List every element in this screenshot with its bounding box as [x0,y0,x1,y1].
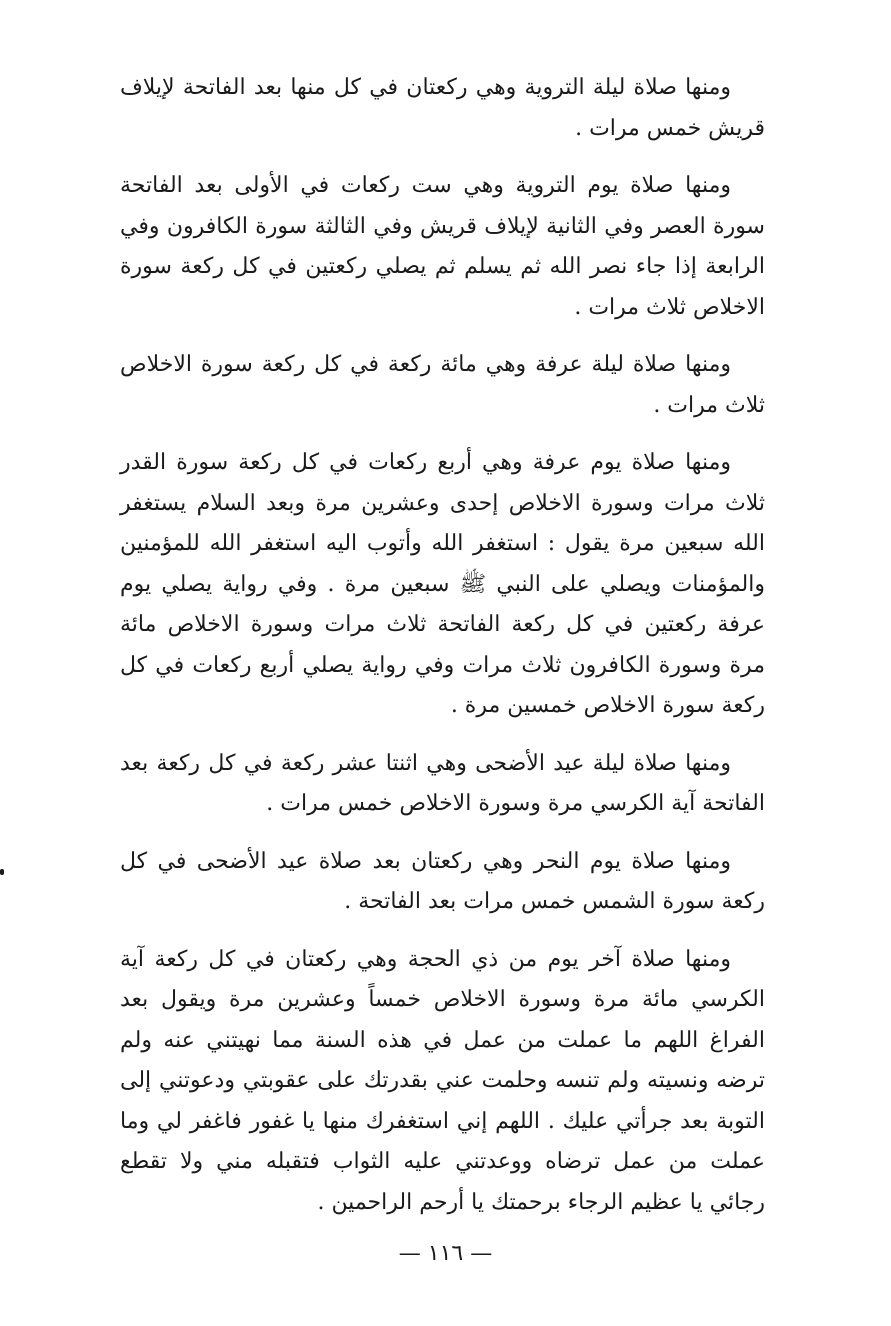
paragraph: ومنها صلاة ليلة عيد الأضحى وهي اثنتا عشر ركعة في كل ركعة بعد الفاتحة آية الكرسي مرة وسورة الاخلاص خمس مرات . [120,750,765,816]
paragraph: ومنها صلاة ليلة التروية وهي ركعتان في كل منها بعد الفاتحة لإيلاف قريش خمس مرات . [120,75,765,141]
page-number: — ١١٦ — [398,1241,493,1266]
page-body-text [120,68,765,1240]
paragraph: ومنها صلاة يوم النحر وهي ركعتان بعد صلاة عيد الأضحى في كل ركعة سورة الشمس خمس مرات بعد الفاتحة . [120,848,765,914]
paragraph: ومنها صلاة ليلة عرفة وهي مائة ركعة في كل ركعة سورة الاخلاص ثلاث مرات . [120,352,765,418]
paragraph: ومنها صلاة يوم عرفة وهي أربع ركعات في كل ركعة سورة القدر ثلاث مرات وسورة الاخلاص إحدى وعشرين مرة وبعد السلام يستغفر الله سبعين مرة يقول : استغفر الله وأتوب اليه استغفر الله للمؤمنين والمؤمنات ويصلي على النبي ﷺ سبعين مرة . وفي رواية يصلي يوم عرفة ركعتين في كل ركعة الفاتحة ثلاث مرات وسورة الاخلاص مائة مرة وسورة الكافرون ثلاث مرات وفي رواية يصلي أربع ركعات في كل ركعة سورة الاخلاص خمسين مرة . [120,450,765,718]
paragraph: ومنها صلاة آخر يوم من ذي الحجة وهي ركعتان في كل ركعة آية الكرسي مائة مرة وسورة الاخلاص خمساً وعشرين مرة ويقول بعد الفراغ اللهم ما عملت من عمل في هذه السنة مما نهيتني عنه ولم ترضه ونسيته ولم تنسه وحلمت عني بقدرتك على عقوبتي ودعوتني إلى التوبة بعد جرأتي عليك . اللهم إني استغفرك منها يا غفور فاغفر لي وما عملت من عمل ترضاه ووعدتني عليه الثواب فتقبله مني ولا تقطع رجائي يا عظيم الرجاء برحمتك يا أرحم الراحمين . [120,946,765,1215]
paragraph: ومنها صلاة يوم التروية وهي ست ركعات في الأولى بعد الفاتحة سورة العصر وفي الثانية لإيلاف قريش وفي الثالثة سورة الكافرون وفي الرابعة إذا جاء نصر الله ثم يسلم ثم يصلي ركعتين في كل ركعة سورة الاخلاص ثلاث مرات . [120,173,765,320]
scan-margin-mark [0,869,4,875]
